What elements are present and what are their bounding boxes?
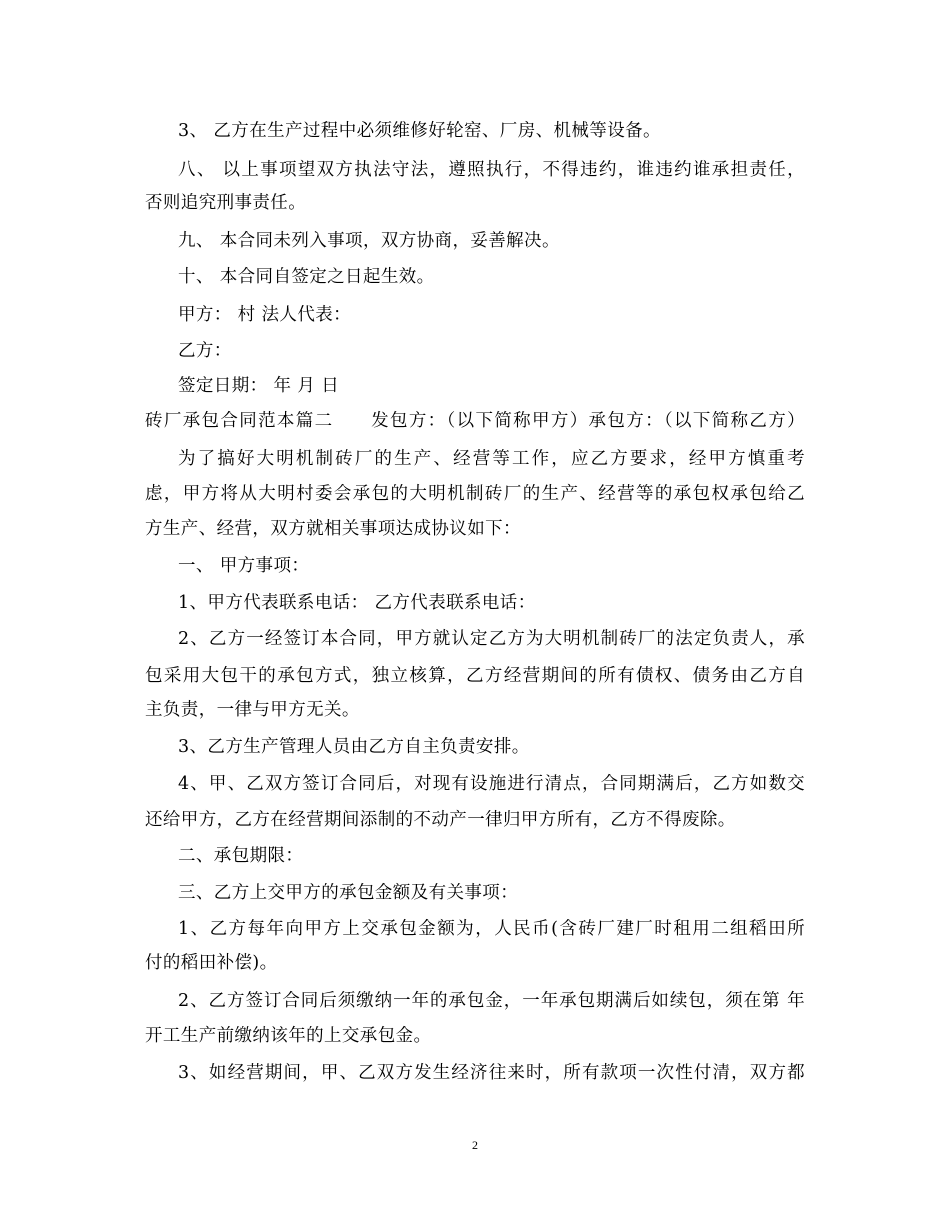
- item-line-5: 3、乙方生产管理人员由乙方自主负责安排。: [178, 737, 530, 757]
- clause-line-1: 3、 乙方在生产过程中必须维修好轮窑、厂房、机械等设备。: [178, 121, 661, 141]
- contract-heading-line: 砖厂承包合同范本篇二 发包方：（以下简称甲方）承包方：（以下简称乙方）: [145, 411, 805, 431]
- payment-line-4: 开工生产前缴纳该年的上交承包金。: [145, 1026, 432, 1046]
- payment-line-2: 付的稻田补偿)。: [145, 953, 278, 973]
- item-line-1: 1、甲方代表联系电话： 乙方代表联系电话：: [178, 593, 536, 613]
- payment-line-1: 1、乙方每年向甲方上交承包金额为，人民币(含砖厂建厂时租用二组稻田所: [178, 919, 805, 939]
- item-line-2: 2、乙方一经签订本合同，甲方就认定乙方为大明机制砖厂的法定负责人，承: [178, 629, 805, 649]
- clause-line-2: 八、 以上事项望双方执法守法，遵照执行，不得违约，谁违约谁承担责任，: [178, 160, 805, 180]
- party-a-line: 甲方： 村 法人代表：: [178, 305, 352, 325]
- body-line-1: 为了搞好大明机制砖厂的生产、经营等工作，应乙方要求，经甲方慎重考: [178, 449, 805, 469]
- payment-line-5: 3、如经营期间，甲、乙双方发生经济往来时，所有款项一次性付清，双方都: [178, 1063, 805, 1083]
- item-line-6: 4、甲、乙双方签订合同后，对现有设施进行清点，合同期满后，乙方如数交: [178, 774, 805, 794]
- sign-date-line: 签定日期： 年 月 日: [178, 376, 340, 396]
- payment-line-3: 2、乙方签订合同后须缴纳一年的承包金，一年承包期满后如续包，须在第 年: [178, 991, 805, 1011]
- page-number: 2: [472, 1138, 478, 1152]
- body-line-2: 虑，甲方将从大明村委会承包的大明机制砖厂的生产、经营等的承包权承包给乙: [145, 484, 805, 504]
- item-line-4: 主负责，一律与甲方无关。: [145, 700, 360, 720]
- section-heading-2: 二、承包期限：: [178, 846, 304, 866]
- clause-line-5: 十、 本合同自签定之日起生效。: [178, 267, 435, 287]
- section-heading-3: 三、乙方上交甲方的承包金额及有关事项：: [178, 883, 519, 903]
- clause-line-3: 否则追究刑事责任。: [145, 193, 307, 213]
- item-line-7: 还给甲方，乙方在经营期间添制的不动产一律归甲方所有，乙方不得废除。: [145, 810, 736, 830]
- party-b-line: 乙方：: [178, 341, 232, 361]
- body-line-3: 方生产、经营，双方就相关事项达成协议如下：: [145, 519, 521, 539]
- item-line-3: 包采用大包干的承包方式，独立核算，乙方经营期间的所有债权、债务由乙方自: [145, 666, 805, 686]
- section-heading-1: 一、 甲方事项：: [178, 556, 310, 576]
- clause-line-4: 九、 本合同未列入事项，双方协商，妥善解决。: [178, 231, 560, 251]
